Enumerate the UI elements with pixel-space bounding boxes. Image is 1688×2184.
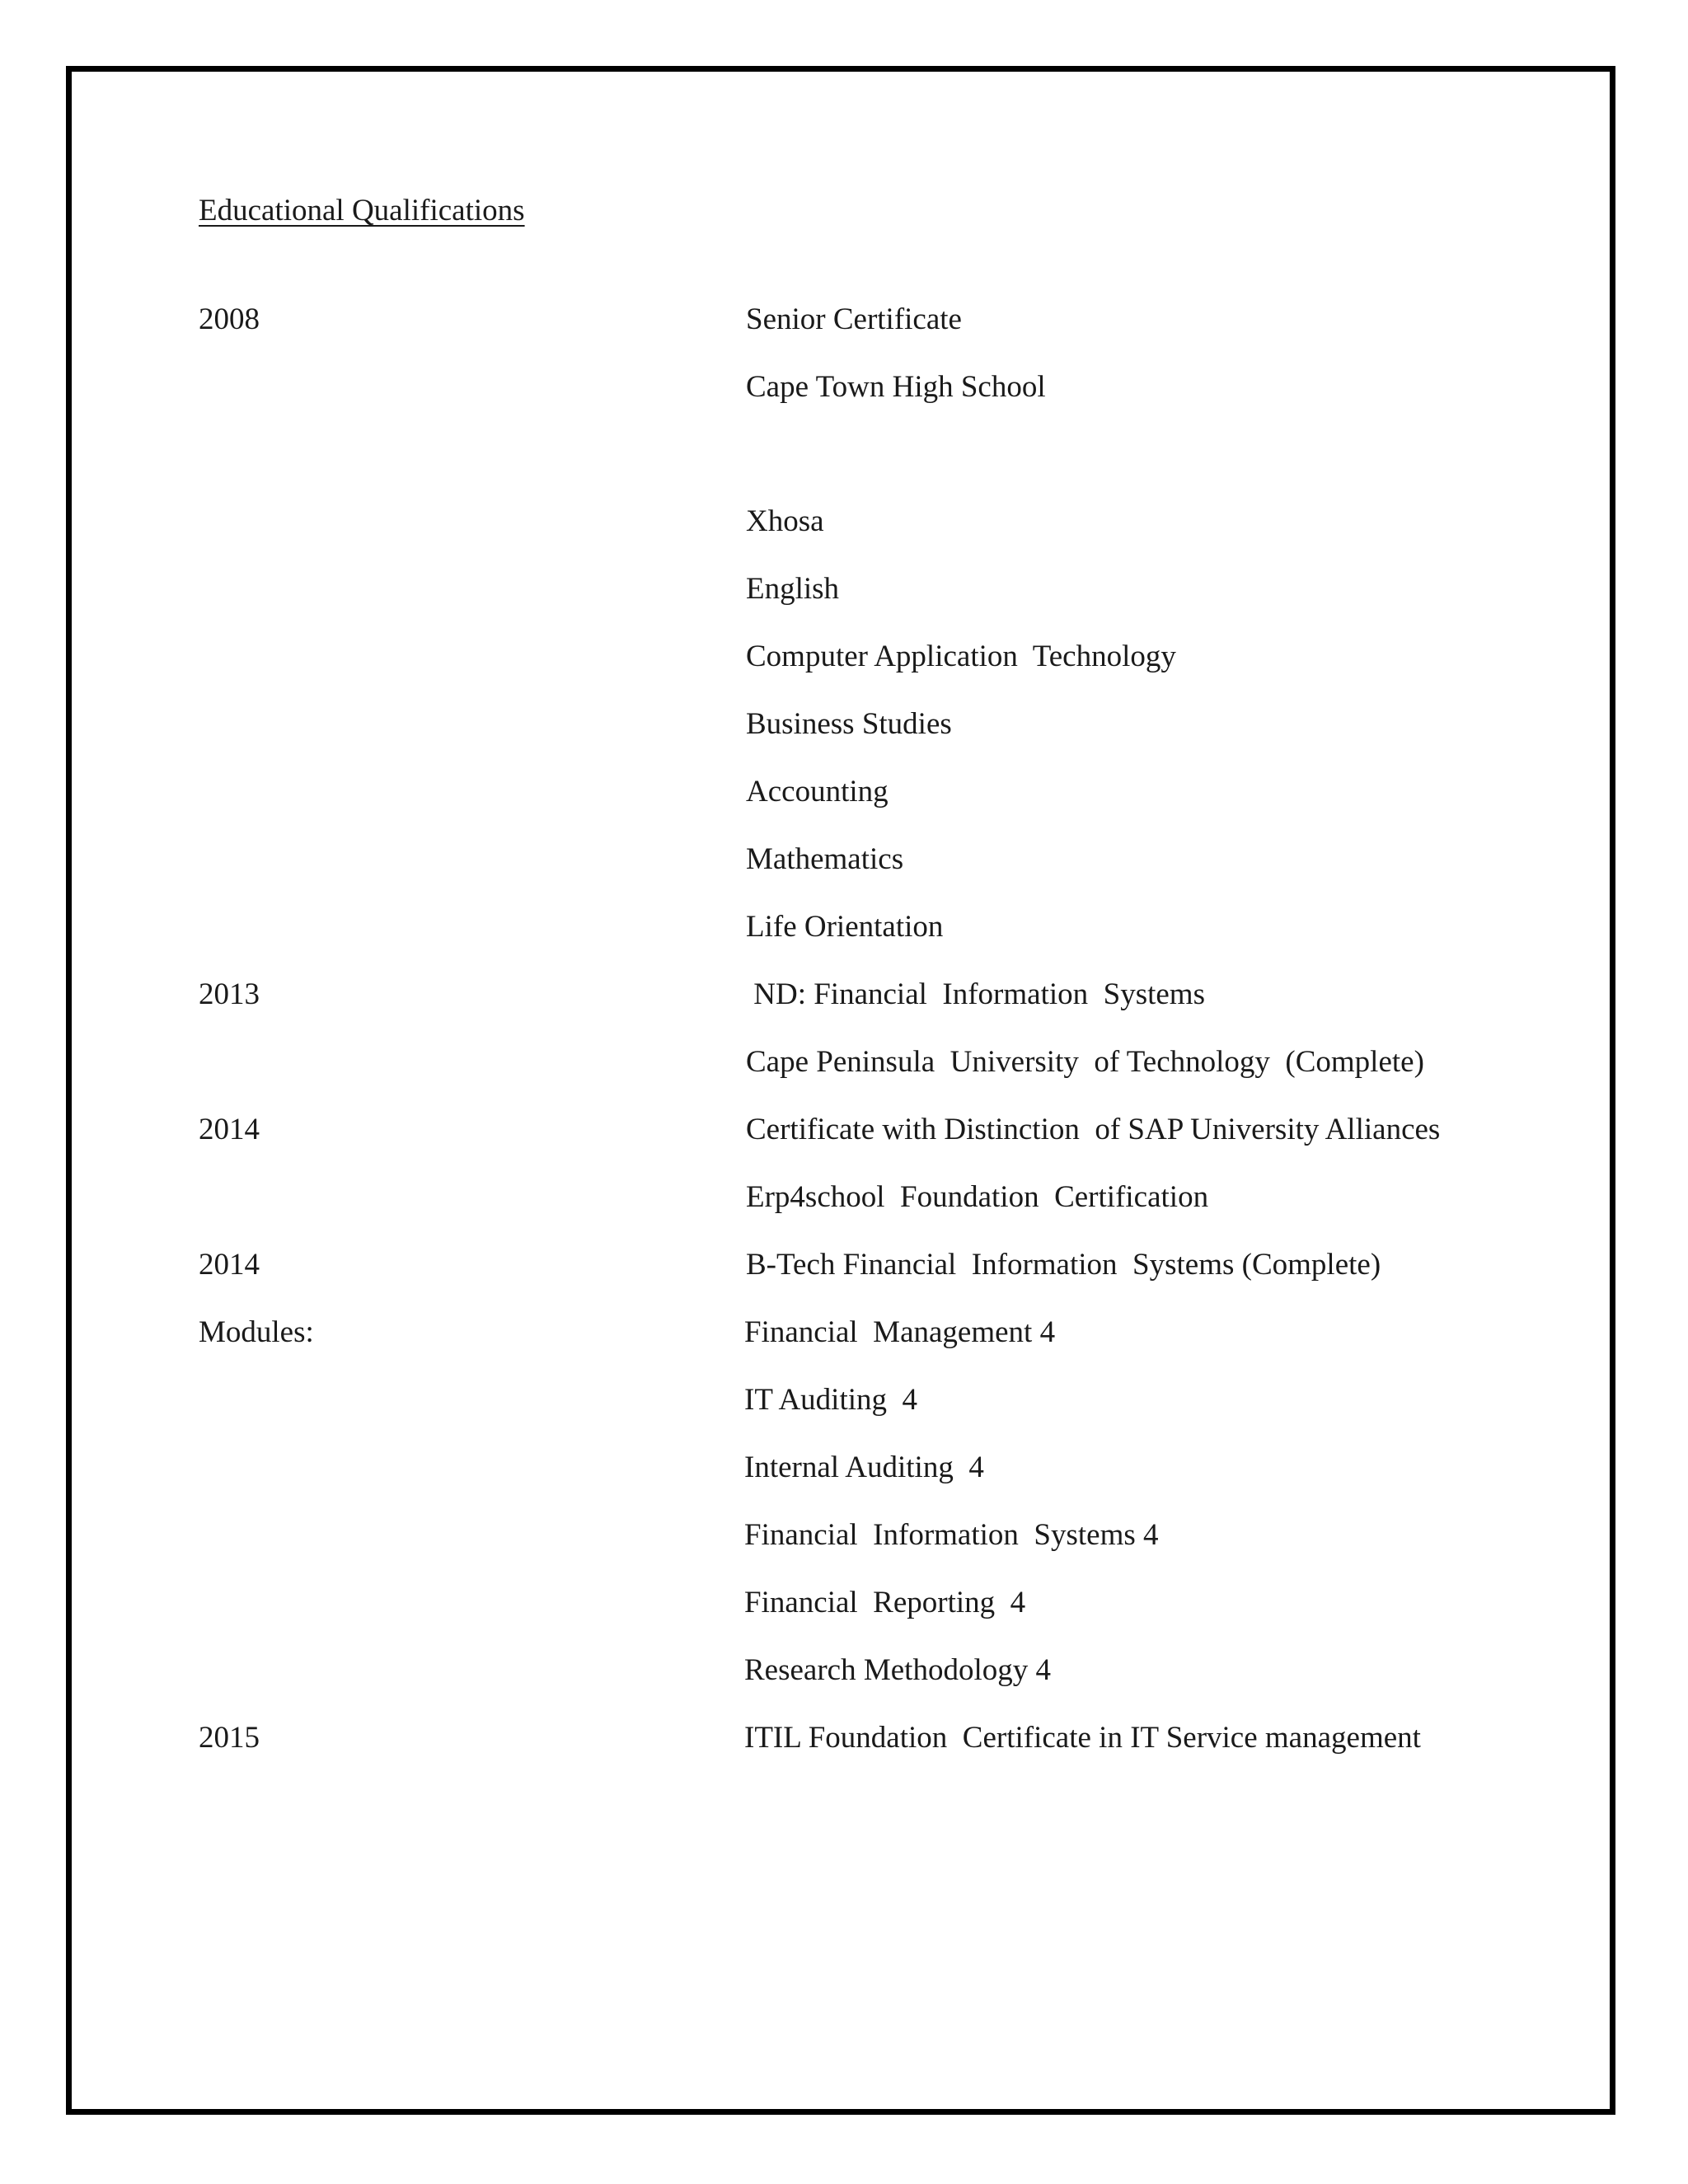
qualification-row	[0, 637, 1688, 687]
row-detail: Senior Certificate	[746, 302, 962, 336]
qualification-row	[0, 1043, 1688, 1092]
row-detail: Cape Peninsula University of Technology (Complete)	[746, 1045, 1424, 1079]
row-detail: Computer Application Technology	[746, 640, 1176, 673]
qualification-row	[0, 705, 1688, 754]
row-detail: English	[746, 572, 840, 606]
qualification-row	[0, 1583, 1688, 1633]
qualification-row	[0, 1110, 1688, 1160]
row-detail: IT Auditing 4	[744, 1383, 918, 1417]
row-detail: ITIL Foundation Certificate in IT Service management	[744, 1721, 1421, 1755]
qualification-row	[0, 1178, 1688, 1227]
qualification-row	[0, 502, 1688, 551]
row-label: Modules:	[199, 1315, 314, 1349]
qualification-row	[0, 1380, 1688, 1430]
row-year: 2014	[199, 1248, 260, 1282]
row-detail: Research Methodology 4	[744, 1653, 1051, 1687]
row-detail: Life Orientation	[746, 910, 944, 944]
qualification-row	[0, 1718, 1688, 1768]
qualification-row	[0, 975, 1688, 1024]
qualification-row	[0, 1313, 1688, 1362]
qualification-row	[0, 1448, 1688, 1497]
qualification-row	[0, 569, 1688, 619]
row-detail: Internal Auditing 4	[744, 1451, 984, 1484]
row-detail: Mathematics	[746, 842, 904, 876]
row-detail: Business Studies	[746, 707, 952, 741]
row-detail: Accounting	[746, 775, 889, 808]
qualification-row	[0, 1516, 1688, 1565]
row-year: 2013	[199, 977, 260, 1011]
qualification-row	[0, 1651, 1688, 1700]
row-year: 2015	[199, 1721, 260, 1755]
qualification-row	[0, 907, 1688, 957]
qualification-row	[0, 300, 1688, 349]
row-detail: Financial Information Systems 4	[744, 1518, 1159, 1552]
qualification-row	[0, 368, 1688, 417]
row-detail: Erp4school Foundation Certification	[746, 1180, 1209, 1214]
row-detail: Cape Town High School	[746, 370, 1046, 404]
qualification-row	[0, 840, 1688, 889]
row-detail: Certificate with Distinction of SAP University Alliances	[746, 1113, 1441, 1146]
row-detail: Xhosa	[746, 504, 824, 538]
row-detail: Financial Reporting 4	[744, 1586, 1026, 1619]
row-year: 2008	[199, 302, 260, 336]
row-detail: Financial Management 4	[744, 1315, 1056, 1349]
row-year: 2014	[199, 1113, 260, 1146]
row-detail: B-Tech Financial Information Systems (Complete)	[746, 1248, 1381, 1282]
qualification-row	[0, 1245, 1688, 1295]
section-heading: Educational Qualifications	[199, 194, 525, 227]
qualification-row	[0, 772, 1688, 822]
row-detail: ND: Financial Information Systems	[746, 977, 1205, 1011]
